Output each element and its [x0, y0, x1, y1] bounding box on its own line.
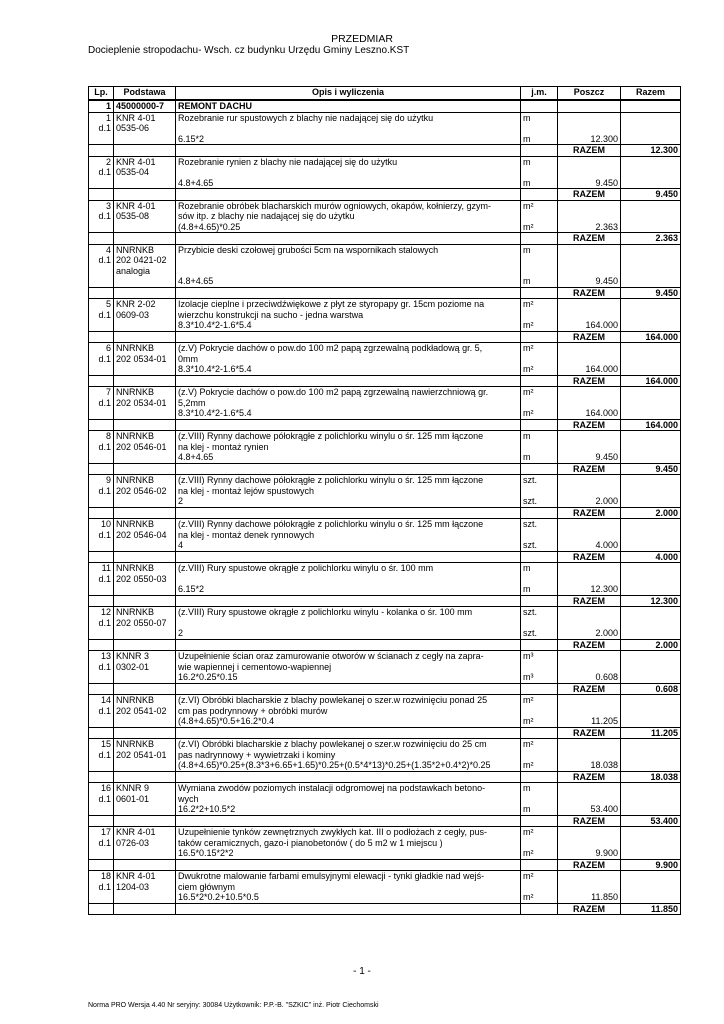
item-calculation: (4.8+4.65)*0.25: [178, 221, 241, 232]
table-header-row: [89, 87, 681, 101]
razem-row: [89, 375, 681, 387]
item-poszcz: 11.850: [558, 871, 621, 904]
item-description: Przybicie deski czołowej grubości 5cm na wspornikach stalowych 4.8+4.65: [176, 244, 521, 287]
item-poszcz: 164.000: [558, 387, 621, 420]
item-podstawa: NNRNKB 202 0546-04: [114, 519, 176, 552]
razem-value: 53.400: [621, 815, 681, 827]
razem-value: 12.300: [621, 595, 681, 607]
item-podstawa: KNR 4-01 0535-06: [114, 112, 176, 145]
item-poszcz: 4.000: [558, 519, 621, 552]
table-row: [89, 783, 681, 816]
razem-row: [89, 727, 681, 739]
razem-label: RAZEM: [558, 287, 621, 299]
col-header-lp: Lp.: [89, 87, 114, 101]
table-row: [89, 871, 681, 904]
razem-label: RAZEM: [558, 551, 621, 563]
item-calculation: 8.3*10.4*2-1.6*5.4: [178, 408, 252, 418]
item-calculation: 16.5*0.15*2*2: [178, 848, 234, 858]
razem-row: [89, 287, 681, 299]
table-row: [89, 827, 681, 860]
item-jm: m² m²: [521, 343, 558, 376]
page-number: - 1 -: [353, 966, 371, 977]
item-jm: m² m²: [521, 827, 558, 860]
item-jm: szt. szt.: [521, 475, 558, 508]
razem-row: [89, 903, 681, 915]
section-lp: 1: [89, 100, 114, 112]
item-poszcz: 53.400: [558, 783, 621, 816]
razem-label: RAZEM: [558, 145, 621, 157]
item-lp: 2 d.1: [89, 156, 114, 189]
item-description: Uzupełnienie tynków zewnętrznych zwykłych kat. III o podłożach z cegły, pus- taków ceramicznych, gazo-i pianobetonów ( do 5 m2 w 1 miejscu ) 16.5*0.15*2*2: [176, 827, 521, 860]
col-header-podstawa: Podstawa: [114, 87, 176, 101]
item-lp: 18 d.1: [89, 871, 114, 904]
razem-label: RAZEM: [558, 639, 621, 651]
item-poszcz: 12.300: [558, 563, 621, 596]
item-podstawa: KNR 4-01 1204-03: [114, 871, 176, 904]
item-lp: 12 d.1: [89, 607, 114, 640]
item-podstawa: KNR 4-01 0726-03: [114, 827, 176, 860]
table-row: [89, 607, 681, 640]
razem-value: 164.000: [621, 331, 681, 343]
razem-label: RAZEM: [558, 419, 621, 431]
item-podstawa: KNR 4-01 0535-08: [114, 200, 176, 233]
razem-row: [89, 145, 681, 157]
razem-row: [89, 859, 681, 871]
razem-label: RAZEM: [558, 507, 621, 519]
item-jm: m³ m³: [521, 651, 558, 684]
item-jm: m m: [521, 783, 558, 816]
item-calculation: 2: [178, 628, 184, 638]
razem-label: RAZEM: [558, 189, 621, 201]
item-jm: szt. szt.: [521, 519, 558, 552]
table-row: [89, 695, 681, 728]
item-lp: 15 d.1: [89, 739, 114, 772]
item-calculation: 16.2*2+10.5*2: [178, 804, 236, 814]
item-calculation: 4.8+4.65: [178, 177, 214, 188]
item-jm: m m: [521, 563, 558, 596]
item-podstawa: KNNR 3 0302-01: [114, 651, 176, 684]
item-podstawa: NNRNKB 202 0421-02 analogia: [114, 244, 176, 287]
razem-value: 12.300: [621, 145, 681, 157]
item-description: (z.VI) Obróbki blacharskie z blachy powlekanej o szer.w rozwinięciu do 25 cm pas nadrynnowy + wywietrzaki i kominy (4.8+4.65)*0.25+(8.3*3+6.65+1.65)*0.25+(0.5*4*13)*0.25+(1.35*2+0.4*2)*0.25: [176, 739, 521, 772]
item-podstawa: NNRNKB 202 0534-01: [114, 343, 176, 376]
item-poszcz: 9.450: [558, 156, 621, 189]
item-lp: 11 d.1: [89, 563, 114, 596]
razem-label: RAZEM: [558, 331, 621, 343]
table-row: [89, 299, 681, 332]
item-jm: m² m²: [521, 387, 558, 420]
item-calculation: 4.8+4.65: [178, 276, 214, 286]
item-description: Rozebranie rur spustowych z blachy nie nadającej się do użytku 6.15*2: [176, 112, 521, 145]
razem-value: 4.000: [621, 551, 681, 563]
item-poszcz: 2.363: [558, 200, 621, 233]
col-header-opis: Opis i wyliczenia: [176, 87, 521, 101]
item-jm: m m: [521, 156, 558, 189]
item-calculation: 16.5*2*0.2+10.5*0.5: [178, 892, 259, 902]
table-row: [89, 244, 681, 287]
razem-value: 164.000: [621, 419, 681, 431]
section-code: 45000000-7: [114, 100, 176, 112]
col-header-poszcz: Poszcz: [558, 87, 621, 101]
item-podstawa: NNRNKB 202 0550-07: [114, 607, 176, 640]
razem-value: 9.450: [621, 189, 681, 201]
item-poszcz: 12.300: [558, 112, 621, 145]
col-header-jm: j.m.: [521, 87, 558, 101]
item-description: (z.V) Pokrycie dachów o pow.do 100 m2 papą zgrzewalną nawierzchniową gr. 5,2mm 8.3*10.4*2-1.6*5.4: [176, 387, 521, 420]
item-lp: 16 d.1: [89, 783, 114, 816]
item-podstawa: KNNR 9 0601-01: [114, 783, 176, 816]
item-description: (z.VI) Obróbki blacharskie z blachy powlekanej o szer.w rozwinięciu ponad 25 cm pas podrynnowy + obróbki murów (4.8+4.65)*0.5+16.2*0.4: [176, 695, 521, 728]
item-lp: 13 d.1: [89, 651, 114, 684]
item-calculation: 8.3*10.4*2-1.6*5.4: [178, 320, 252, 330]
razem-value: 2.000: [621, 507, 681, 519]
item-podstawa: KNR 2-02 0609-03: [114, 299, 176, 332]
razem-row: [89, 507, 681, 519]
item-description: Rozebranie obróbek blacharskich murów ogniowych, okapów, kołnierzy, gzym- sów itp. z blachy nie nadającej się do użytku (4.8+4.65)*0.25: [176, 200, 521, 233]
item-calculation: 4.8+4.65: [178, 452, 214, 462]
razem-label: RAZEM: [558, 815, 621, 827]
item-poszcz: 9.450: [558, 244, 621, 287]
razem-row: [89, 771, 681, 783]
item-poszcz: 2.000: [558, 475, 621, 508]
razem-label: RAZEM: [558, 771, 621, 783]
item-calculation: 8.3*10.4*2-1.6*5.4: [178, 364, 252, 374]
item-poszcz: 2.000: [558, 607, 621, 640]
item-lp: 3 d.1: [89, 200, 114, 233]
table-row: [89, 475, 681, 508]
razem-value: 9.450: [621, 463, 681, 475]
razem-row: [89, 815, 681, 827]
section-title: REMONT DACHU: [176, 100, 521, 112]
item-jm: m² m²: [521, 695, 558, 728]
table-row: [89, 519, 681, 552]
table-row: [89, 563, 681, 596]
estimate-table: [88, 86, 681, 915]
item-lp: 4 d.1: [89, 244, 114, 287]
item-lp: 10 d.1: [89, 519, 114, 552]
table-row: [89, 651, 681, 684]
item-jm: m² m²: [521, 200, 558, 233]
item-poszcz: 164.000: [558, 343, 621, 376]
item-calculation: 6.15*2: [178, 584, 205, 594]
item-description: Wymiana zwodów poziomych instalacji odgromowej na podstawkach betono- wych 16.2*2+10.5*2: [176, 783, 521, 816]
item-lp: 5 d.1: [89, 299, 114, 332]
razem-value: 9.900: [621, 859, 681, 871]
item-description: Izolacje cieplne i przeciwdźwiękowe z płyt ze styropapy gr. 15cm poziome na wierzchu konstrukcji na sucho - jedna warstwa 8.3*10.4*2-1.6*5.4: [176, 299, 521, 332]
item-jm: m² m²: [521, 871, 558, 904]
item-podstawa: NNRNKB 202 0546-02: [114, 475, 176, 508]
table-row: [89, 112, 681, 145]
document-subtitle: Docieplenie stropodachu- Wsch. cz budynku Urzędu Gminy Leszno.KST: [88, 45, 410, 56]
item-description: (z.VIII) Rury spustowe okrągłe z polichlorku winylu o śr. 100 mm 6.15*2: [176, 563, 521, 596]
item-podstawa: NNRNKB 202 0541-02: [114, 695, 176, 728]
item-poszcz: 9.450: [558, 431, 621, 464]
item-description: (z.VIII) Rury spustowe okrągłe z polichlorku winylu - kolanka o śr. 100 mm 2: [176, 607, 521, 640]
item-jm: m m: [521, 431, 558, 464]
item-jm: m² m²: [521, 739, 558, 772]
document-title: PRZEDMIAR: [331, 33, 393, 45]
item-lp: 1 d.1: [89, 112, 114, 145]
table-row: [89, 200, 681, 233]
item-lp: 8 d.1: [89, 431, 114, 464]
razem-row: [89, 551, 681, 563]
razem-row: [89, 683, 681, 695]
razem-row: [89, 419, 681, 431]
razem-row: [89, 463, 681, 475]
item-poszcz: 9.900: [558, 827, 621, 860]
item-calculation: (4.8+4.65)*0.5+16.2*0.4: [178, 716, 275, 726]
razem-label: RAZEM: [558, 683, 621, 695]
razem-label: RAZEM: [558, 903, 621, 915]
item-podstawa: NNRNKB 202 0550-03: [114, 563, 176, 596]
item-description: (z.VIII) Rynny dachowe półokrągłe z polichlorku winylu o śr. 125 mm łączone na klej - montaż lejów spustowych 2: [176, 475, 521, 508]
item-poszcz: 11.205: [558, 695, 621, 728]
table-row: [89, 343, 681, 376]
item-lp: 14 d.1: [89, 695, 114, 728]
razem-label: RAZEM: [558, 233, 621, 245]
razem-row: [89, 595, 681, 607]
razem-label: RAZEM: [558, 727, 621, 739]
razem-value: 18.038: [621, 771, 681, 783]
item-description: Uzupełnienie ścian oraz zamurowanie otworów w ścianach z cegły na zapra- wie wapiennej i cementowo-wapiennej 16.2*0.25*0.15: [176, 651, 521, 684]
item-lp: 6 d.1: [89, 343, 114, 376]
item-podstawa: KNR 4-01 0535-04: [114, 156, 176, 189]
item-lp: 9 d.1: [89, 475, 114, 508]
item-calculation: 4: [178, 540, 184, 550]
table-row: [89, 431, 681, 464]
razem-value: 2.363: [621, 233, 681, 245]
razem-value: 11.205: [621, 727, 681, 739]
razem-label: RAZEM: [558, 463, 621, 475]
item-description: (z.V) Pokrycie dachów o pow.do 100 m2 papą zgrzewalną podkładową gr. 5, 0mm 8.3*10.4*2-1.6*5.4: [176, 343, 521, 376]
razem-value: 164.000: [621, 375, 681, 387]
razem-label: RAZEM: [558, 595, 621, 607]
razem-label: RAZEM: [558, 859, 621, 871]
razem-value: 11.850: [621, 903, 681, 915]
item-podstawa: NNRNKB 202 0534-01: [114, 387, 176, 420]
item-jm: szt. szt.: [521, 607, 558, 640]
item-podstawa: NNRNKB 202 0541-01: [114, 739, 176, 772]
razem-value: 9.450: [621, 287, 681, 299]
table-row: [89, 156, 681, 189]
item-calculation: (4.8+4.65)*0.25+(8.3*3+6.65+1.65)*0.25+(0.5*4*13)*0.25+(1.35*2+0.4*2)*0.25: [178, 760, 491, 770]
razem-value: 0.608: [621, 683, 681, 695]
item-poszcz: 164.000: [558, 299, 621, 332]
item-description: (z.VIII) Rynny dachowe półokrągłe z polichlorku winylu o śr. 125 mm łączone na klej - montaż rynien 4.8+4.65: [176, 431, 521, 464]
razem-row: [89, 639, 681, 651]
item-jm: m² m²: [521, 299, 558, 332]
item-calculation: 6.15*2: [178, 133, 205, 144]
item-calculation: 16.2*0.25*0.15: [178, 672, 238, 682]
item-description: (z.VIII) Rynny dachowe półokrągłe z polichlorku winylu o śr. 125 mm łączone na klej - montaż denek rynnowych 4: [176, 519, 521, 552]
item-poszcz: 18.038: [558, 739, 621, 772]
razem-row: [89, 233, 681, 245]
table-row: [89, 739, 681, 772]
razem-row: [89, 189, 681, 201]
razem-row: [89, 331, 681, 343]
item-description: Dwukrotne malowanie farbami emulsyjnymi elewacji - tynki gładkie nad wejś- ciem głównym 16.5*2*0.2+10.5*0.5: [176, 871, 521, 904]
item-jm: m m: [521, 244, 558, 287]
item-poszcz: 0.608: [558, 651, 621, 684]
razem-value: 2.000: [621, 639, 681, 651]
item-podstawa: NNRNKB 202 0546-01: [114, 431, 176, 464]
item-jm: m m: [521, 112, 558, 145]
item-lp: 17 d.1: [89, 827, 114, 860]
col-header-razem: Razem: [621, 87, 681, 101]
item-lp: 7 d.1: [89, 387, 114, 420]
section-row: [89, 100, 681, 112]
item-calculation: 2: [178, 496, 184, 506]
table-row: [89, 387, 681, 420]
razem-label: RAZEM: [558, 375, 621, 387]
footer-text: Norma PRO Wersja 4.40 Nr seryjny: 30084 Użytkownik: P.P.-B. "SZKIC" inż. Piotr Ciechomski: [88, 1002, 379, 1009]
item-description: Rozebranie rynien z blachy nie nadającej się do użytku 4.8+4.65: [176, 156, 521, 189]
